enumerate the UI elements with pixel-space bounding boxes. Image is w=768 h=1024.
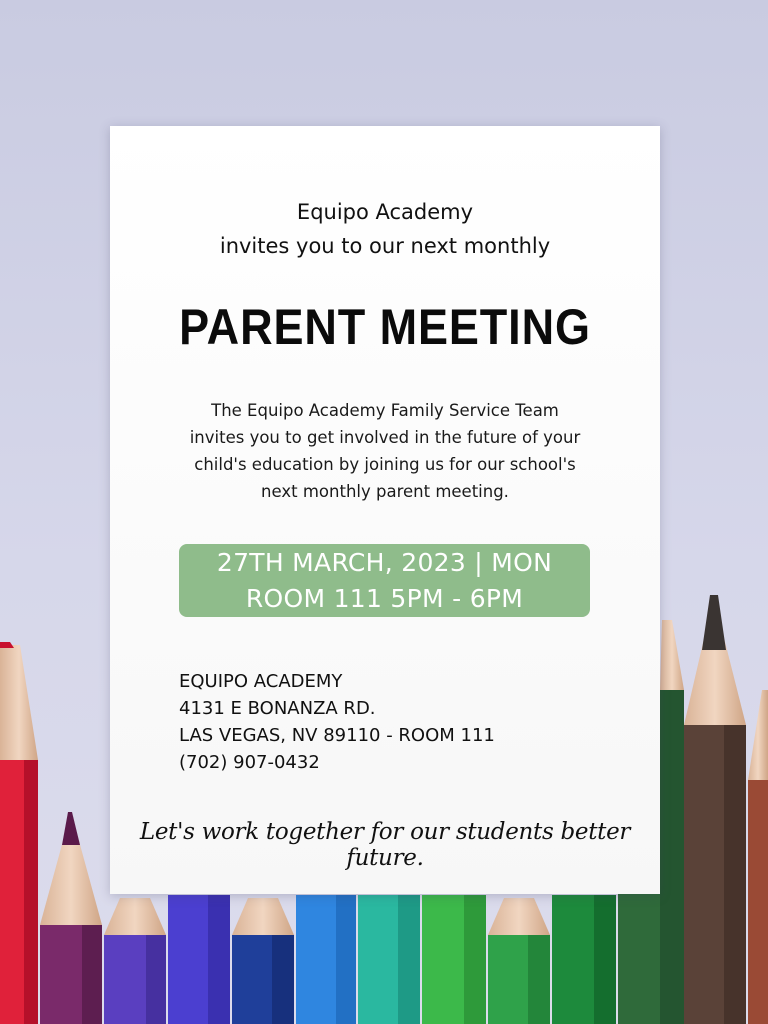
body-line-4: next monthly parent meeting.	[261, 482, 509, 501]
date-box	[179, 544, 590, 617]
violet-pencil-icon	[104, 898, 166, 1024]
body-line-1: The Equipo Academy Family Service Team	[211, 401, 559, 420]
blue-pencil-icon	[296, 895, 356, 1024]
intro-line-invite: invites you to our next monthly	[219, 234, 551, 258]
intro-line-school: Equipo Academy	[296, 200, 474, 224]
green-pencil-icon	[422, 895, 486, 1024]
address-name: EQUIPO ACADEMY	[179, 671, 343, 692]
body-line-3: child's education by joining us for our school's	[194, 455, 576, 474]
address-street: 4131 E BONANZA RD.	[179, 698, 376, 719]
red-pencil-icon	[0, 642, 38, 1024]
phone-number: (702) 907-0432	[179, 752, 320, 773]
rust-pencil-icon	[748, 690, 768, 1024]
light-green-pencil-icon	[488, 898, 550, 1024]
blue-violet-pencil-icon	[168, 895, 230, 1024]
purple-pencil-icon	[40, 812, 102, 1024]
dark-green-pencil-icon	[552, 895, 616, 1024]
invitation-card	[110, 126, 660, 894]
teal-pencil-icon	[358, 895, 420, 1024]
date-line: 27TH MARCH, 2023 | MON	[216, 548, 553, 577]
navy-pencil-icon	[232, 898, 294, 1024]
headline: PARENT MEETING	[179, 299, 591, 355]
tagline: Let's work together for our students better future.	[139, 819, 631, 871]
room-time-line: ROOM 111 5PM - 6PM	[245, 584, 524, 613]
brown-pencil-icon	[684, 595, 746, 1024]
address-city: LAS VEGAS, NV 89110 - ROOM 111	[179, 725, 495, 746]
body-line-2: invites you to get involved in the future of your	[189, 428, 581, 447]
